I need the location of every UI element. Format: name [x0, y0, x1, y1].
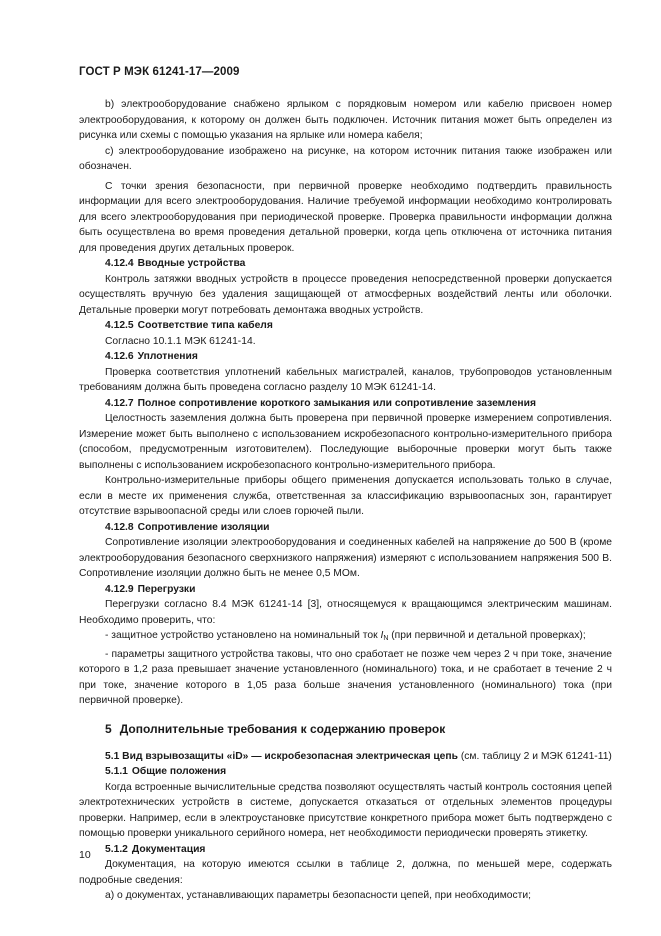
heading-number: 4.12.8	[105, 521, 134, 533]
paragraph-4-12-8: Сопротивление изоляции электрооборудования и соединенных кабелей на напряжение до 500 В (кроме электрооборудования безопасного сверхнизкого напряжения) измеряют с использованием напряжения 500 В. Сопротивление изоляции должно быть не менее 0,5 МОм.	[79, 537, 612, 579]
item-c: c) электрооборудование изображено на рисунке, на котором источник питания также изображен или обозначен.	[79, 145, 612, 172]
heading-5-1-1	[79, 764, 612, 780]
heading-5-1-2	[79, 842, 612, 858]
list-item-a: a) о документах, устанавливающих параметры безопасности цепей, при необходимости;	[105, 890, 531, 901]
heading-4-12-4	[79, 256, 612, 272]
paragraph-5-1-1: Когда встроенные вычислительные средства позволяют осуществлять частый контроль состояния цепей электротехнических устройств в системе, допускается отказаться от отдельных элементов процедуры проверки. Например, если в электроустановке присутствие конкретного прибора может быть подтверждено с помощью проверки уникального серийного номера, нет необходимости периодически проверять этикетку.	[79, 781, 612, 839]
heading-4-12-8	[79, 520, 612, 536]
heading-title: Перегрузки	[137, 583, 196, 595]
paragraph-5-1-2: Документация, на которую имеются ссылки в таблице 2, должна, по меньшей мере, содержать подробные сведения:	[79, 859, 612, 886]
heading-4-12-7	[79, 396, 612, 412]
paragraph-4-12-4: Контроль затяжки вводных устройств в процессе проведения непосредственной проверки допускается осуществлять вручную без удаления защищающей от атмосферных воздействий ленты или оболочки. Детальные проверки могут потребовать демонтажа вводных устройств.	[79, 273, 612, 316]
heading-title: Полное сопротивление короткого замыкания или сопротивление заземления	[137, 397, 536, 409]
paragraph-4-12-7-a: Целостность заземления должна быть проверена при первичной проверке измерением сопротивления. Измерение может быть выполнено с использованием искробезопасного контрольно-измерительного прибора (способом, предусмотренным изготовителем). Последующие выборочные проверки могут быть также выполнены с использованием искробезопасного контрольно-измерительного прибора.	[79, 413, 612, 471]
heading-title: Уплотнения	[137, 351, 198, 362]
heading-number: 4.12.4	[105, 258, 134, 269]
heading-title: Соответствие типа кабеля	[137, 320, 273, 331]
item-b: b) электрооборудование снабжено ярлыком с порядковым номером или кабелю присвоен номер электрооборудования, к которому он должен быть подключен. Источник питания может быть определен из рисунка или схемы с помощью указания на ярлыке или номера кабеля;	[79, 99, 612, 141]
heading-4-12-9	[79, 582, 612, 598]
document-header: ГОСТ Р МЭК 61241-17—2009	[79, 66, 240, 78]
heading-number: 5.1.2	[105, 843, 128, 855]
heading-4-12-6	[79, 349, 612, 365]
page-body	[79, 97, 612, 904]
heading-title: Общие положения	[131, 766, 227, 777]
heading-title: Документация	[131, 843, 206, 855]
section-number: 5	[105, 721, 112, 736]
paragraph-4-12-6: Проверка соответствия уплотнений кабельных магистралей, каналов, трубопроводов установленным требованиям должна быть проведена согласно разделу 10 МЭК 61241-14.	[79, 366, 612, 393]
section-5-heading	[105, 721, 612, 738]
heading-4-12-5	[79, 318, 612, 334]
heading-number: 4.12.6	[105, 351, 134, 362]
list-item-protective-device: - защитное устройство установлено на номинальный ток $I_N$ (при первичной и детальной проверках);	[105, 630, 586, 642]
paragraph-4-12-7-b: Контрольно-измерительные приборы общего применения допускается использовать только в случае, если в месте их применения служба, ответственная за классификацию взрывоопасных зон, гарантирует отсутствие взрывоопасной среды или слоев горючей пыли.	[79, 475, 612, 517]
paragraph-4-12-5: Согласно 10.1.1 МЭК 61241-14.	[105, 335, 256, 347]
section-title: Дополнительные требования к содержанию проверок	[119, 721, 446, 736]
heading-title: Вводные устройства	[137, 258, 246, 269]
list-item-protective-params: - параметры защитного устройства таковы, что оно сработает не позже чем через 2 ч при токе, значение которого в 1,2 раза превышает значение установленного (номинального) тока, и не сработает в течение 2 ч при токе, значение которого в 1,05 раза больше значения установленного (номинального) тока (при первичной проверке).	[79, 648, 612, 706]
heading-title: Сопротивление изоляции	[137, 521, 270, 533]
heading-number: 5.1.1	[105, 766, 128, 777]
heading-number: 4.12.5	[105, 320, 134, 331]
heading-number: 4.12.7	[105, 397, 134, 409]
paragraph-4-12-9: Перегрузки согласно 8.4 МЭК 61241-14 [3], относящемуся к вращающимся электрическим машинам. Необходимо проверить, что:	[79, 599, 612, 626]
page-number: 10	[79, 849, 91, 861]
paragraph-5-1: 5.1 Вид взрывозащиты «iD» — искробезопасная электрическая цепь (см. таблицу 2 и МЭК 61241-11)	[105, 750, 612, 762]
safety-paragraph: С точки зрения безопасности, при первичной проверке необходимо подтвердить правильность информации для всего электрооборудования. Наличие требуемой информации необходимо контролировать для всего электрооборудования при периодической проверке. Проверка правильности информации должна быть осуществлена во время проведения детальной проверки, когда цепь отключена от источника питания для проведения других детальных проверок.	[79, 180, 612, 254]
heading-number: 4.12.9	[105, 583, 134, 595]
